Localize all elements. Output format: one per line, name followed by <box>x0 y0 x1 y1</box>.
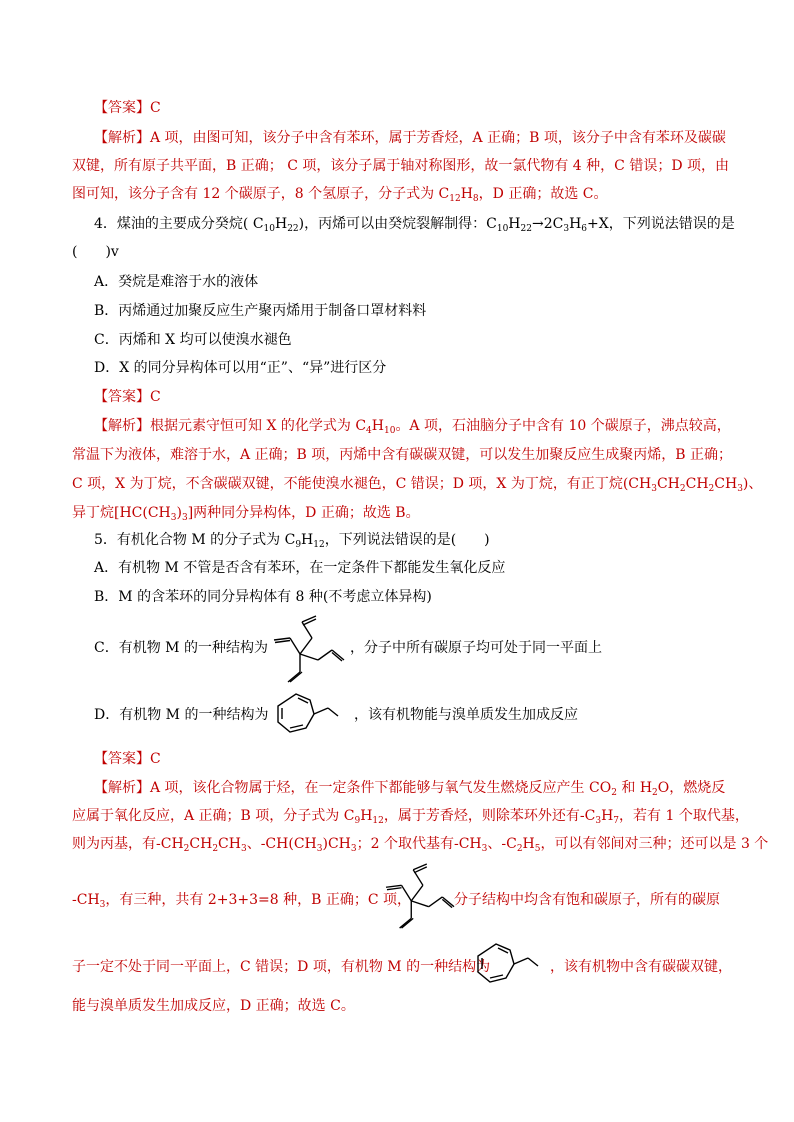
text: -CH <box>72 892 100 908</box>
q4-analysis-line-1 <box>94 416 731 436</box>
subscript: 3 <box>651 484 657 494</box>
text: H <box>508 216 521 232</box>
text: 4．煤油的主要成分癸烷( C <box>94 216 264 232</box>
subscript: 9 <box>354 816 361 826</box>
text: 应属于氧化反应，A 正确；B 项，分子式为 C <box>72 808 355 824</box>
text: 图可知，该分子含有 12 个碳原子，8 个氢原子，分子式为 C <box>72 186 450 202</box>
q3-analysis-line-2: 双键，所有原子共平面，B 正确； C 项，该分子属于轴对称图形，故一氯代物有 4 种，C 错误；D 项，由 <box>72 158 729 174</box>
subscript: 3 <box>563 224 570 234</box>
subscript: 3 <box>240 844 247 854</box>
text: C．有机物 M 的一种结构为 <box>94 640 268 656</box>
text: )，丙烯可以由癸烷裂解制得：C <box>298 216 497 232</box>
q5-analysis-line-1 <box>94 778 725 798</box>
analysis-text: A 项，由图可知，该分子中含有苯环，属于芳香烃，A 正确；B 项，该分子中含有苯环及碳碳 <box>150 130 726 146</box>
q5-option-c <box>94 638 268 658</box>
answer-value: C <box>150 100 161 116</box>
text: 和 H <box>616 780 653 796</box>
text: ，若有 1 个取代基， <box>619 808 749 824</box>
text: H <box>522 836 535 852</box>
text: ，可以有邻间对三种；还可以是 3 个 <box>540 836 769 852</box>
subscript: 3 <box>170 513 177 523</box>
analysis-label: 【解析】 <box>94 418 150 434</box>
subscript: 3 <box>99 900 106 910</box>
text: O，燃烧反 <box>657 780 726 796</box>
text: H <box>601 808 614 824</box>
subscript: 2 <box>652 788 658 798</box>
subscript: 22 <box>287 224 299 234</box>
text: H <box>274 216 288 232</box>
text: ，有三种，共有 2+3+3=8 种，B 正确；C 项， <box>105 892 412 908</box>
text: ；2 个取代基有-CH <box>356 836 482 852</box>
q5-option-b: B．M 的含苯环的同分异构体有 8 种(不考虑立体异构) <box>94 589 432 605</box>
subscript: 2 <box>516 844 523 854</box>
subscript: 6 <box>581 224 588 234</box>
subscript: 3 <box>316 844 323 854</box>
subscript: 22 <box>520 224 532 234</box>
text: 、-CH(CH <box>246 836 317 852</box>
text: 根据元素守恒可知 X 的化学式为 C <box>150 418 367 434</box>
q5-option-a: A．有机物 M 不管是否含有苯环，在一定条件下都能发生氧化反应 <box>94 560 506 576</box>
answer-value: C <box>150 751 161 767</box>
subscript: 3 <box>595 816 602 826</box>
text: →2C <box>531 216 564 232</box>
q5-analysis-line-6: 能与溴单质发生加成反应，D 正确；故选 C。 <box>72 998 355 1014</box>
ethyl-cycloheptatriene-structure-icon <box>272 690 352 742</box>
text: H <box>569 216 582 232</box>
subscript: 2 <box>708 484 715 494</box>
text: +X，下列说法错误的是 <box>587 216 735 232</box>
q4-option-a: A．癸烷是难溶于水的液体 <box>94 274 259 290</box>
q5-stem <box>94 530 490 550</box>
text: ]两种同分异构体，D 正确；故选 B。 <box>187 505 420 521</box>
answer-label: 【答案】 <box>94 751 150 767</box>
ethyl-cycloheptatriene-structure-icon <box>472 940 552 992</box>
subscript: 12 <box>313 540 325 550</box>
subscript: 7 <box>613 816 620 826</box>
subscript: 2 <box>679 484 686 494</box>
q5-answer-line <box>94 749 161 769</box>
q4-analysis-line-2: 常温下为液体，难溶于水，A 正确；B 项，丙烯中含有碳碳双键，可以发生加聚反应生成聚丙烯，B 正确； <box>72 447 733 463</box>
text: H <box>360 808 373 824</box>
text: )、 <box>742 476 763 492</box>
q4-stem-tail: ( )v <box>72 244 119 260</box>
text: H <box>460 186 473 202</box>
text: CH <box>714 476 738 492</box>
subscript: 2 <box>611 788 617 798</box>
answer-value: C <box>150 389 161 405</box>
analysis-label: 【解析】 <box>94 130 150 146</box>
q4-stem <box>94 214 735 234</box>
q4-option-c: C．丙烯和 X 均可以使溴水褪色 <box>94 332 292 348</box>
text: A 项，该化合物属于烃，在一定条件下都能够与氧气发生燃烧反应产生 CO <box>150 780 612 796</box>
q4-option-b: B．丙烯通过加聚反应生产聚丙烯用于制备口罩材料料 <box>94 303 427 319</box>
q5-analysis-line-4-tail: 分子结构中均含有饱和碳原子，所有的碳原 <box>454 892 720 908</box>
q5-analysis-line-2 <box>72 806 749 826</box>
q3-answer-line <box>94 98 161 118</box>
q5-analysis-line-5-tail: ，该有机物中含有碳碳双键， <box>550 959 732 975</box>
branched-alkene-structure-icon <box>270 614 348 684</box>
text: ) <box>176 505 182 521</box>
subscript: 8 <box>472 194 479 204</box>
text: ，D 正确；故选 C。 <box>478 186 608 202</box>
q5-option-c-tail: ，分子中所有碳原子均可处于同一平面上 <box>350 640 602 656</box>
text: ，属于芳香烃，则除苯环外还有-C <box>383 808 596 824</box>
subscript: 3 <box>737 484 743 494</box>
text: )CH <box>322 836 351 852</box>
subscript: 3 <box>481 844 488 854</box>
q4-analysis-line-3 <box>72 474 762 494</box>
subscript: 3 <box>350 844 357 854</box>
q3-analysis-line-3 <box>72 184 607 204</box>
text: 。A 项，石油脑分子中含有 10 个碳原子，沸点较高， <box>395 418 731 434</box>
subscript: 4 <box>366 426 372 436</box>
q4-answer-line <box>94 387 161 407</box>
text: ，下列说法错误的是( ) <box>324 532 490 548</box>
subscript: 2 <box>212 844 219 854</box>
q4-option-d: D．X 的同分异构体可以用“正”、“异”进行区分 <box>94 360 387 376</box>
subscript: 2 <box>183 844 190 854</box>
text: 则为丙基，有-CH <box>72 836 184 852</box>
q4-analysis-line-4 <box>72 503 420 523</box>
text: H <box>371 418 384 434</box>
text: 5．有机化合物 M 的分子式为 C <box>94 532 296 548</box>
subscript: 12 <box>372 816 384 826</box>
q5-analysis-line-5: 子一定不处于同一平面上，C 错误；D 项，有机物 M 的一种结构为 <box>72 959 491 975</box>
text: CH <box>656 476 680 492</box>
branched-alkene-structure-icon <box>382 862 458 930</box>
text: 、-C <box>487 836 517 852</box>
q5-option-d-tail: ，该有机物能与溴单质发生加成反应 <box>354 707 578 723</box>
text: H <box>301 532 314 548</box>
text: 异丁烷[HC(CH <box>72 505 171 521</box>
text: C 项，X 为丁烷，不含碳碳双键，不能使溴水褪色，C 错误；D 项，X 为丁烷，有正丁烷(CH <box>72 476 652 492</box>
text: CH <box>685 476 709 492</box>
subscript: 9 <box>295 540 302 550</box>
subscript: 10 <box>496 224 509 234</box>
subscript: 3 <box>181 513 188 523</box>
answer-label: 【答案】 <box>94 389 150 405</box>
subscript: 10 <box>263 224 275 234</box>
subscript: 12 <box>449 194 461 204</box>
subscript: 5 <box>534 844 541 854</box>
subscript: 10 <box>383 426 396 436</box>
text: CH <box>189 836 213 852</box>
q5-analysis-line-4 <box>72 890 411 910</box>
text: CH <box>218 836 241 852</box>
answer-label: 【答案】 <box>94 100 150 116</box>
q5-analysis-line-3 <box>72 834 768 854</box>
q3-analysis-line-1 <box>94 128 726 148</box>
q5-option-d: D．有机物 M 的一种结构为 <box>94 707 269 723</box>
analysis-label: 【解析】 <box>94 780 150 796</box>
